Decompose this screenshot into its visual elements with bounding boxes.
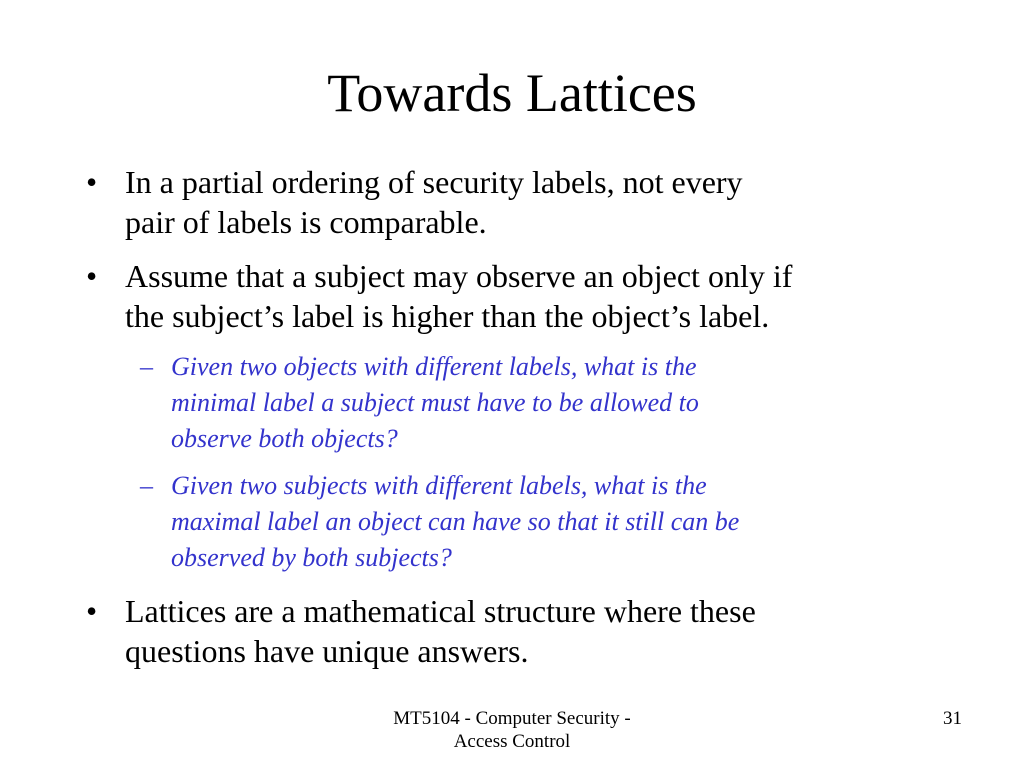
sub-bullet-text-line: Given two objects with different labels, what is the bbox=[171, 352, 697, 381]
sub-bullet-text-line: minimal label a subject must have to be allowed to bbox=[171, 388, 699, 417]
sub-bullet-marker: – bbox=[140, 352, 153, 381]
footer-course bbox=[362, 707, 662, 753]
footer-course-line: MT5104 - Computer Security - bbox=[393, 708, 631, 729]
sub-bullet-text-line: observe both objects? bbox=[171, 424, 398, 453]
footer-course-line: Access Control bbox=[453, 731, 571, 752]
bullet-marker: • bbox=[86, 258, 98, 294]
bullet-text-line: Lattices are a mathematical structure where these bbox=[125, 593, 756, 629]
bullet-marker: • bbox=[86, 593, 98, 629]
bullet-text-line: questions have unique answers. bbox=[125, 633, 529, 669]
sub-bullet-text-line: maximal label an object can have so that it still can be bbox=[171, 507, 740, 536]
page-number: 31 bbox=[943, 708, 962, 729]
sub-bullet-marker: – bbox=[140, 471, 153, 500]
bullet-text-line: pair of labels is comparable. bbox=[125, 204, 487, 240]
slide-title: Towards Lattices bbox=[327, 63, 697, 123]
bullet-text-line: Assume that a subject may observe an object only if bbox=[125, 258, 793, 294]
bullet-marker: • bbox=[86, 164, 98, 200]
bullet-text-line: the subject’s label is higher than the object’s label. bbox=[125, 298, 770, 334]
bullet-text-line: In a partial ordering of security labels, not every bbox=[125, 164, 743, 200]
sub-bullet-text-line: observed by both subjects? bbox=[171, 543, 452, 572]
sub-bullet-text-line: Given two subjects with different labels, what is the bbox=[171, 471, 707, 500]
